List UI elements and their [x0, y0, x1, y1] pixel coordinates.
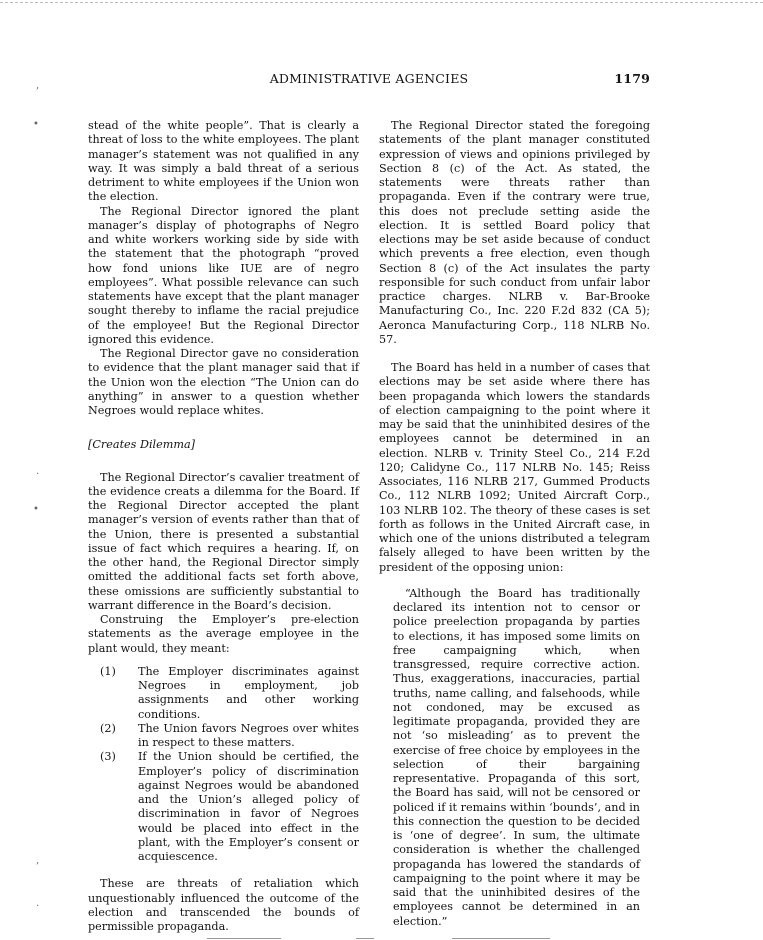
page-number: 1179	[614, 71, 650, 86]
scan-bottom-edge	[207, 938, 281, 939]
scan-speck: •	[33, 119, 39, 130]
list-number: (3)	[100, 750, 116, 764]
numbered-list	[88, 665, 359, 865]
scan-speck: ,	[36, 80, 40, 91]
paragraph: These are threats of retaliation which unquestionably influenced the outcome of the election and transcended the bounds of permissible propaganda.	[88, 877, 359, 933]
list-item-text: The Employer discriminates against Negroes in employment, job assignments and other working conditions.	[138, 664, 359, 721]
paragraph: Construing the Employer’s pre-election statements as the average employee in the plant would, they meant:	[88, 613, 359, 655]
paragraph: stead of the white people”. That is clearly a threat of loss to the white employees. The plant manager’s statement was not qualified in any way. It was simply a bald threat of a serious detriment to white employees if the Union won the election.	[88, 119, 359, 204]
list-item	[100, 750, 359, 864]
paragraph: The Board has held in a number of cases that elections may be set aside where there has been propaganda which lowers the standards of election campaigning to the point where it may be said that the uninhibited desires of the employees cannot be determined in an election. NLRB v. Trinity Steel Co., 214 F.2d 120; Calidyne Co., 117 NLRB No. 145; Reiss Associates, 116 NLRB 217, Gummed Products Co., 112 NLRB 1092; United Aircraft Corp., 103 NLRB 102. The theory of these cases is set forth as follows in the United Aircraft case, in which one of the unions distributed a telegram falsely alleged to have been written by the president of the opposing union:	[379, 361, 650, 574]
scan-top-edge	[0, 2, 763, 3]
list-item-text: The Union favors Negroes over whites in respect to these matters.	[138, 721, 359, 749]
scan-bottom-edge	[452, 938, 550, 939]
paragraph: The Regional Director ignored the plant manager’s display of photographs of Negro and white workers working side by side with the statement that the photograph “proved how fond unions like IUE are of negro employees”. What possible relevance can such statements have except that the plant manager sought thereby to inflame the racial prejudice of the employee! But the Regional Director ignored this evidence.	[88, 204, 359, 346]
scan-bottom-edge	[356, 938, 374, 939]
scan-speck: •	[33, 504, 39, 515]
block-quote: “Although the Board has traditionally declared its intention not to censor or police preelection propaganda by parties to elections, it has imposed some limits on free campaigning which, when transgressed, require corrective action. Thus, exaggerations, inaccuracies, partial truths, name calling, and falsehoods, while not condoned, may be excused as legitimate propaganda, provided they are not ‘so misleading’ as to prevent the exercise of free choice by employees in the selection of their bargaining representative. Propaganda of this sort, the Board has said, will not be censored or policed if it remains within ‘bounds’, and in this connection the question to be decided is ‘one of degree’. In sum, the ultimate consideration is whether the challenged propaganda has lowered the standards of campaigning to the point where it may be said that the uninhibited desires of the employees cannot be determined in an election.”	[393, 586, 640, 928]
right-column	[379, 119, 650, 929]
left-column	[88, 119, 359, 934]
list-number: (1)	[100, 664, 116, 678]
running-head-title: ADMINISTRATIVE AGENCIES	[269, 71, 469, 86]
paragraph: The Regional Director gave no consideration to evidence that the plant manager said that if the Union won the election “The Union can do anything” in answer to a question whether Negroes would replace whites.	[88, 347, 359, 417]
paragraph: The Regional Director stated the foregoing statements of the plant manager constituted expression of views and opinions privileged by Section 8 (c) of the Act. As stated, the statements were threats rather than propaganda. Even if the contrary were true, this does not preclude setting aside the election. It is settled Board policy that elections may be set aside because of conduct which prevents a free election, even though Section 8 (c) of the Act insulates the party responsible for such conduct from unfair labor practice charges. NLRB v. Bar-Brooke Manufacturing Co., Inc. 220 F.2d 832 (CA 5); Aeronca Manufacturing Corp., 118 NLRB No. 57.	[379, 119, 650, 346]
running-header	[88, 71, 650, 87]
section-subheading: [Creates Dilemma]	[88, 438, 195, 452]
scan-speck: .	[36, 466, 40, 477]
list-item	[100, 665, 359, 722]
list-item	[100, 722, 359, 751]
scan-speck: .	[36, 898, 40, 909]
paragraph: The Regional Director’s cavalier treatment of the evidence creats a dilemma for the Board. If the Regional Director accepted the plant manager’s version of events rather than that of the Union, there is presented a substantial issue of fact which requires a hearing. If, on the other hand, the Regional Director simply omitted the additional facts set forth above, these omissions are sufficiently substantial to warrant difference in the Board’s decision.	[88, 470, 359, 612]
list-number: (2)	[100, 721, 116, 735]
scan-speck: ,	[36, 855, 40, 866]
list-item-text: If the Union should be certified, the Employer’s policy of discrimination against Negroes would be abandoned and the Union’s alleged policy of discrimination in favor of Negroes would be placed into effect in the plant, with the Employer’s consent or acquiescence.	[138, 750, 359, 863]
